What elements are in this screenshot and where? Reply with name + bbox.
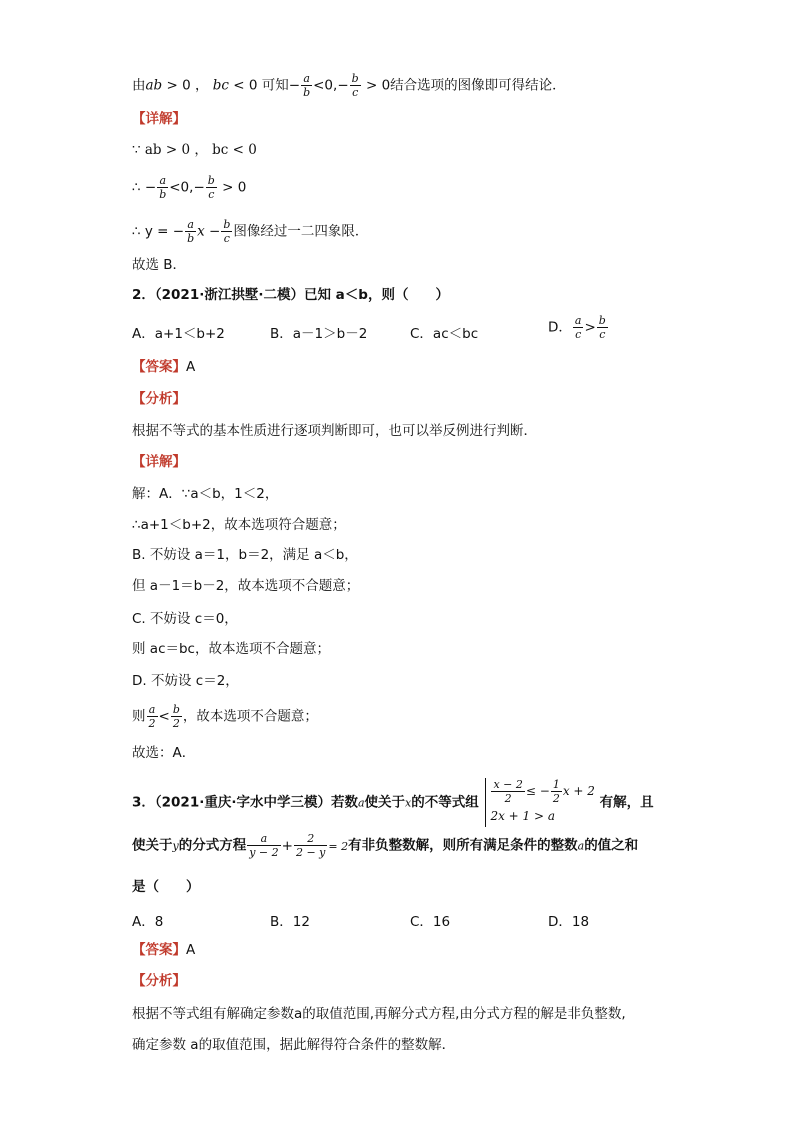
q3-analysis-line-2: 确定参数 a的取值范围，据此解得符合条件的整数解． (132, 1037, 456, 1053)
q2-answer: 【答案】A (132, 359, 196, 375)
text: > 0 ， (162, 77, 213, 94)
q2-analysis-tag: 【分析】 (132, 391, 186, 407)
text: 由 (132, 77, 146, 94)
q2-analysis: 根据不等式的基本性质进行逐项判断即可，也可以举反例进行判断． (132, 423, 537, 439)
q3-answer: 【答案】A (132, 942, 196, 958)
q3-option-b: B．12 (270, 914, 310, 930)
q1-conclusion: 故选 B． (132, 257, 187, 273)
q3-option-a: A．8 (132, 914, 164, 930)
q1-detail-tag: 【详解】 (132, 111, 186, 127)
q2-stem: 2．（2021·浙江拱墅·二模）已知 a＜b，则（ ） (132, 287, 449, 303)
q2-step-2: ∴a+1＜b+2，故本选项符合题意； (132, 517, 346, 533)
q2-step-5: C. 不妨设 c＝0， (132, 611, 238, 627)
q2-option-d: D． $\frac{a}{c}$ > $\frac{b}{c}$ (548, 314, 606, 341)
q2-step-6: 则 ac＝bc，故本选项不合题意； (132, 641, 330, 657)
q1-detail-line-3: ∴ y = − $\frac{a}{b}$ x − $\frac{b}{c}$ 图像经过一二四象限． (132, 218, 369, 245)
q2-step-3: B. 不妨设 a＝1，b＝2，满足 a＜b， (132, 547, 358, 563)
q3-stem-line-1: 3．（2021·重庆·字水中学三模）若数a使关于x的不等式组 $\frac{x - 2}{2}$ ≤ − $\frac{1}{2}$ x + 2 2x + 1 > a 有解，且 (132, 778, 654, 827)
q3-option-c: C．16 (410, 914, 451, 930)
q1-detail-line-1: ∵ ab > 0 ， bc < 0 (132, 142, 257, 158)
q3-stem-line-2: 使关于y的分式方程 $\frac{a}{y - 2}$ + $\frac{2}{2 - y}$ = 2有非负整数解，则所有满足条件的整数a的值之和 (132, 832, 639, 859)
math: ab (145, 77, 163, 94)
text: <0,− (313, 77, 349, 94)
q3-option-d: D．18 (548, 914, 590, 930)
q3-analysis-line-1: 根据不等式组有解确定参数a的取值范围,再解分式方程,由分式方程的解是非负整数, (132, 1006, 626, 1022)
inequality-system: $\frac{x - 2}{2}$ ≤ − $\frac{1}{2}$ x + 2 2x + 1 > a (485, 778, 594, 827)
q3-analysis-tag: 【分析】 (132, 973, 186, 989)
q2-option-a: A．a+1＜b+2 (132, 326, 225, 342)
q2-step-7: D. 不妨设 c＝2， (132, 673, 239, 689)
fraction: $\frac{a}{b}$ (303, 72, 311, 99)
text: > 0结合选项的图像即可得结论． (361, 77, 566, 94)
fraction: $\frac{b}{c}$ (351, 72, 359, 99)
q2-detail-tag: 【详解】 (132, 454, 186, 470)
q1-detail-line-2: ∴ − $\frac{a}{b}$ <0,− $\frac{b}{c}$ > 0 (132, 174, 247, 201)
q2-step-8: 则 $\frac{a}{2}$ < $\frac{b}{2}$ ，故本选项不合题意； (132, 703, 318, 730)
q2-step-4: 但 a－1＝b－2，故本选项不合题意； (132, 578, 360, 594)
q2-step-9: 故选：A． (132, 745, 196, 761)
q2-option-c: C．ac＜bc (410, 326, 479, 342)
q2-option-b: B．a－1＞b－2 (270, 326, 368, 342)
q1-analysis-text (132, 72, 566, 99)
text: < 0 可知 (228, 77, 289, 94)
q3-stem-line-3: 是（ ） (132, 879, 200, 895)
math: bc (212, 77, 229, 94)
q2-step-1: 解：A．∵a＜b，1＜2， (132, 486, 279, 502)
text: − (288, 77, 301, 94)
